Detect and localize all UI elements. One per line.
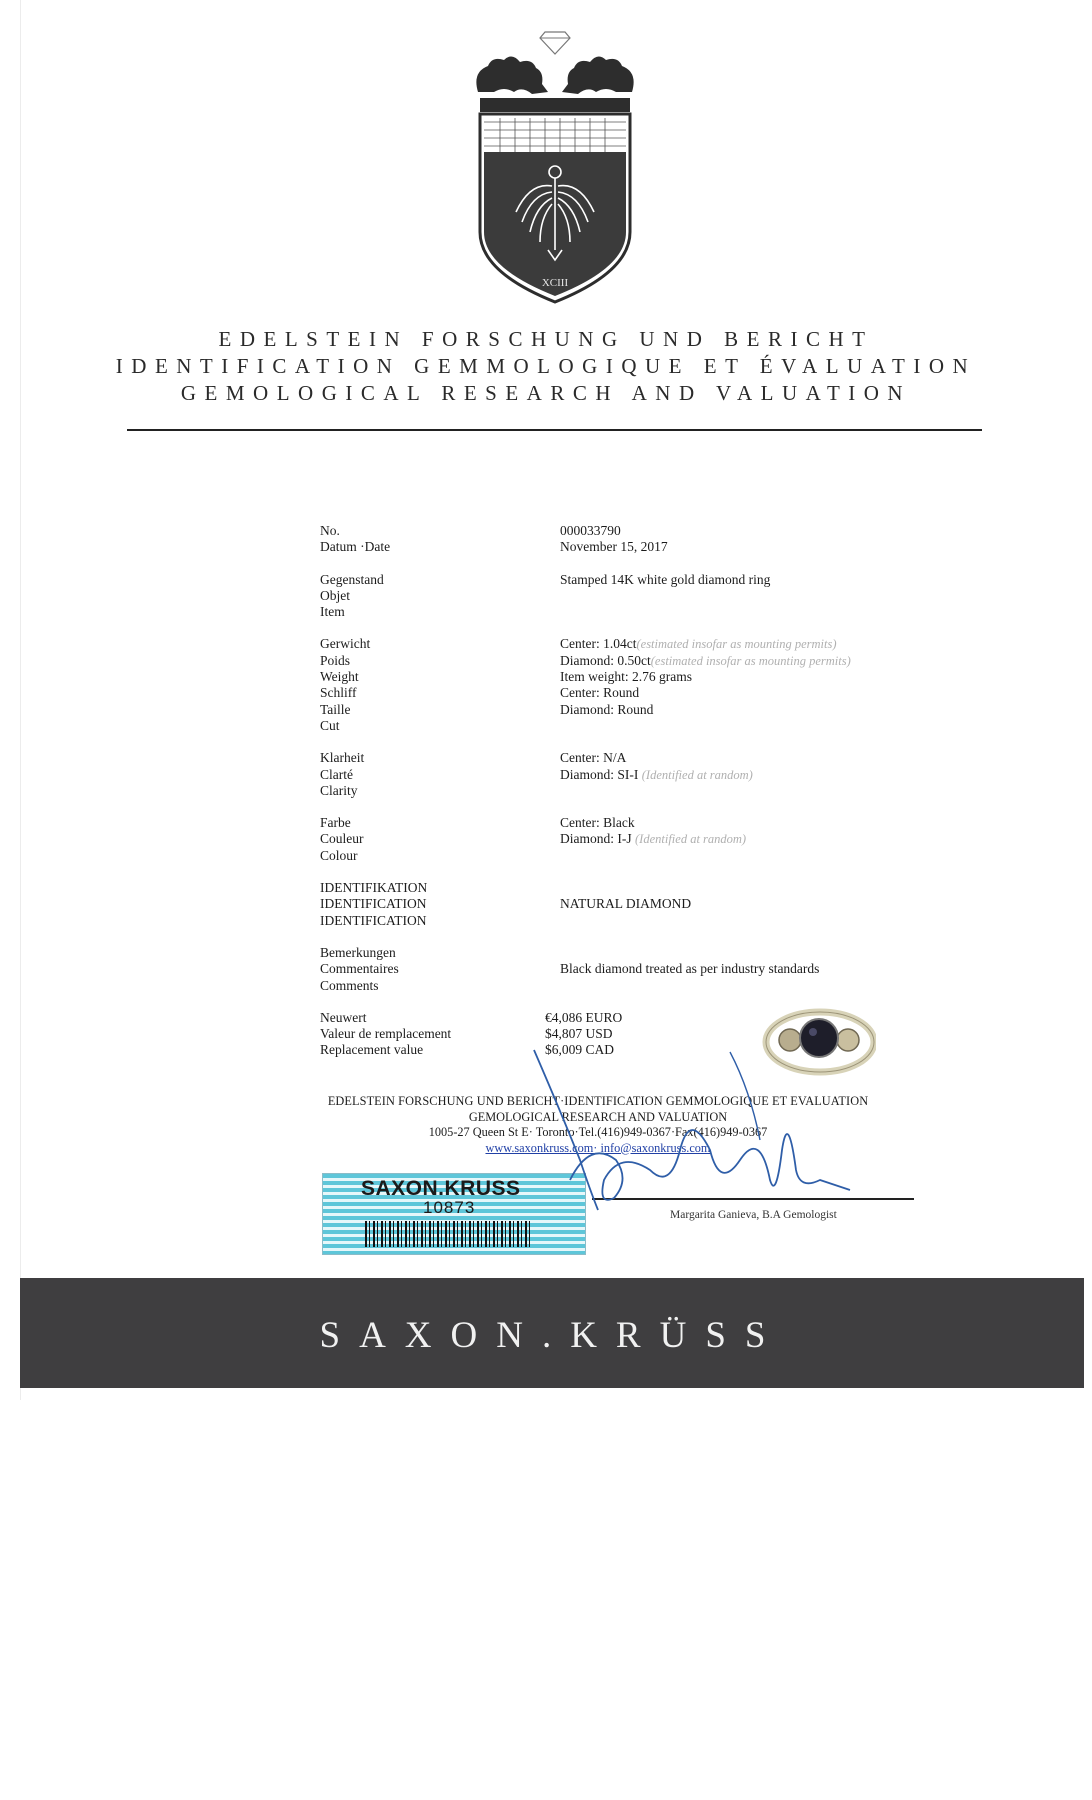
item-value: Stamped 14K white gold diamond ring	[560, 571, 771, 587]
field-comments	[320, 945, 920, 994]
field-label: IDENTIFICATION	[320, 912, 427, 928]
field-label: Colour	[320, 847, 358, 863]
clarity-center: Center: N/A	[560, 750, 627, 766]
weight-note: (estimated insofar as mounting permits)	[650, 653, 851, 668]
cut-diamond: Diamond: Round	[560, 701, 654, 717]
value-usd: $4,807 USD	[545, 1026, 613, 1042]
weight-note: (estimated insofar as mounting permits)	[636, 637, 837, 652]
field-label: Couleur	[320, 831, 364, 847]
field-label: Commentaires	[320, 961, 399, 977]
field-label: Clarity	[320, 782, 358, 798]
value-euro: €4,086 EURO	[545, 1009, 623, 1025]
certificate-date: November 15, 2017	[560, 539, 668, 555]
field-label: No.	[320, 523, 340, 538]
identification-value: NATURAL DIAMOND	[560, 896, 692, 912]
colour-diamond: Diamond: I-J	[560, 831, 632, 847]
footer-subtitle: GEMOLOGICAL RESEARCH AND VALUATION	[468, 1109, 728, 1124]
clarity-diamond: Diamond: SI-I	[560, 766, 639, 782]
signature-scribble	[520, 1030, 920, 1220]
field-label: Schliff	[320, 685, 357, 701]
field-weight	[320, 636, 920, 685]
brand-banner	[20, 1278, 1084, 1388]
header-line-french: IDENTIFICATION GEMMOLOGIQUE ET ÉVALUATION	[115, 354, 977, 378]
field-label: Comments	[320, 977, 379, 993]
field-label: Clarté	[320, 766, 353, 782]
field-label: Poids	[320, 652, 351, 668]
field-number-date	[320, 523, 920, 556]
crest-numeral: XCIII	[541, 277, 569, 289]
field-cut	[320, 685, 920, 734]
field-label: Farbe	[320, 815, 351, 831]
weight-center: Center: 1.04ct	[560, 636, 637, 652]
field-item	[320, 572, 920, 621]
field-label: IDENTIFICATION	[320, 896, 427, 912]
field-label: Valeur de remplacement	[320, 1026, 452, 1042]
header-line-german: EDELSTEIN FORSCHUNG UND BERICHT	[218, 327, 874, 351]
field-label: Gegenstand	[320, 571, 384, 587]
header-rule	[127, 429, 982, 431]
field-label: Weight	[320, 669, 359, 685]
weight-item: Item weight: 2.76 grams	[560, 669, 692, 685]
field-label: Datum ·Date	[320, 539, 391, 555]
certificate-fields	[320, 523, 920, 1059]
field-clarity	[320, 750, 920, 799]
field-label: Gerwicht	[320, 636, 371, 652]
field-label: Cut	[320, 717, 340, 733]
value-cad: $6,009 CAD	[545, 1042, 615, 1058]
lion-icon	[476, 56, 633, 94]
diamond-icon	[540, 32, 570, 54]
crest-bar	[480, 98, 630, 112]
field-label: Bemerkungen	[320, 944, 396, 960]
clarity-note: (Identified at random)	[641, 767, 753, 782]
footer-address: 1005-27 Queen St E· Toronto·Tel.(416)949-0367·Fax(416)949-0367	[428, 1125, 768, 1139]
banner-brand-text: SAXON.KRÜSS	[319, 1315, 785, 1356]
field-label: Taille	[320, 701, 351, 717]
field-label: Replacement value	[320, 1042, 424, 1058]
field-label: Neuwert	[320, 1009, 367, 1025]
field-identification	[320, 880, 920, 929]
field-label: Objet	[320, 587, 350, 603]
field-label: Klarheit	[320, 750, 365, 766]
signatory-name: Margarita Ganieva, B.A Gemologist	[670, 1209, 837, 1221]
weight-diamond: Diamond: 0.50ct	[560, 652, 651, 668]
footer-company: EDELSTEIN FORSCHUNG UND BERICHT·IDENTIFICATION GEMMOLOGIQUE ET EVALUATION	[327, 1094, 869, 1108]
certificate-header	[0, 326, 1092, 407]
field-colour	[320, 815, 920, 864]
crest-emblem	[470, 22, 640, 304]
field-label: IDENTIFIKATION	[320, 880, 428, 896]
colour-center: Center: Black	[560, 815, 635, 831]
colour-note: (Identified at random)	[635, 832, 747, 847]
barcode-icon	[365, 1221, 533, 1247]
comments-value: Black diamond treated as per industry standards	[560, 960, 820, 976]
sticker-number: 10873	[423, 1198, 476, 1217]
cut-center: Center: Round	[560, 685, 640, 701]
sticker-brand: SAXON.KRUSS	[361, 1177, 521, 1200]
field-label: Item	[320, 604, 345, 620]
certificate-number: 000033790	[560, 523, 621, 538]
page-edge	[20, 0, 21, 1400]
footer-website-link[interactable]: www.saxonkruss.com· info@saxonkruss.com	[485, 1140, 711, 1155]
header-line-english: GEMOLOGICAL RESEARCH AND VALUATION	[180, 381, 912, 405]
